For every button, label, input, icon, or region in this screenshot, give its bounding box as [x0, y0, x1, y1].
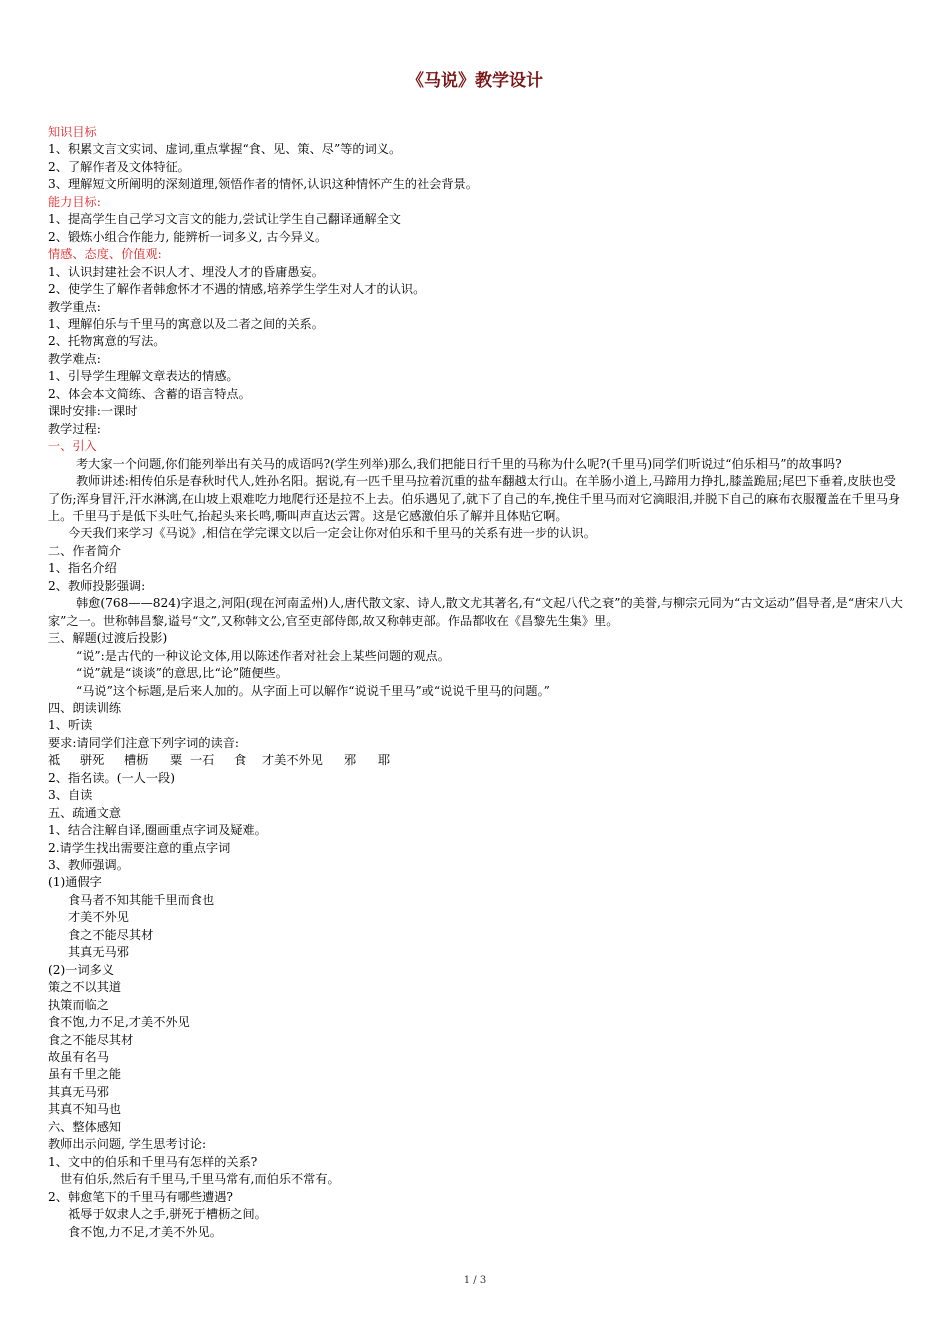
question-line: 1、文中的伯乐和千里马有怎样的关系? [48, 1154, 258, 1169]
list-item: 2、了解作者及文体特征。 [48, 159, 190, 174]
section-heading-author: 二、作者简介 [48, 543, 122, 558]
list-item: “马说”这个标题,是后来人加的。从字面上可以解作“说说千里马”或“说说千里马的问题。” [76, 683, 550, 698]
paragraph: 考大家一个问题,你们能列举出有关马的成语吗?(学生列举)那么,我们把能日行千里的马称为什么呢?(千里马)同学们听说过“伯乐相马”的故事吗? [76, 456, 842, 471]
list-item: 1、引导学生理解文章表达的情感。 [48, 369, 239, 384]
list-item: 2、托物寓意的写法。 [48, 334, 166, 349]
example-line: 虽有千里之能 [48, 1067, 122, 1082]
example-line: 其真无马邪 [48, 1084, 109, 1099]
list-item: 2、体会本文简练、含蓄的语言特点。 [48, 386, 251, 401]
pronunciation-words [48, 752, 904, 769]
section-heading-reading: 四、朗读训练 [48, 700, 122, 715]
example-line: 其真无马邪 [68, 945, 129, 960]
section-heading-ability: 能力目标: [48, 194, 101, 209]
section-heading-key-points: 教学重点: [48, 299, 101, 314]
list-item: 3、教师强调。 [48, 858, 129, 873]
list-item: 2、锻炼小组合作能力, 能辨析一词多义, 古今异义。 [48, 229, 328, 244]
section-heading-intro: 一、引入 [48, 439, 97, 454]
word: 邪 [344, 753, 357, 768]
page-number: 1 / 3 [463, 1275, 487, 1286]
answer-line: 祗辱于奴隶人之手,骈死于槽枥之间。 [68, 1207, 267, 1222]
list-item: 1、积累文言文实词、虚词,重点掌握“食、见、策、尽”等的词义。 [48, 142, 402, 157]
example-line: 食马者不知其能千里而食也 [68, 892, 215, 907]
list-item: 2、教师投影强调: [48, 578, 146, 593]
section-heading-process: 教学过程: [48, 421, 101, 436]
prompt-line: 教师出示问题, 学生思考讨论: [48, 1137, 207, 1152]
list-item: 1、认识封建社会不识人才、埋没人才的昏庸愚妄。 [48, 264, 324, 279]
list-item: 3、理解短文所阐明的深刻道理,领悟作者的情怀,认识这种情怀产生的社会背景。 [48, 177, 478, 192]
example-line: 故虽有名马 [48, 1050, 109, 1065]
section-heading-emotion: 情感、态度、价值观: [48, 247, 162, 262]
subheading-duoyi: (2)一词多义 [48, 962, 115, 977]
example-line: 才美不外见 [68, 910, 129, 925]
example-line: 食之不能尽其材 [48, 1032, 134, 1047]
example-line: 执策而临之 [48, 997, 109, 1012]
list-item: 1、指名介绍 [48, 561, 117, 576]
paragraph: 今天我们来学习《马说》,相信在学完课文以后一定会让你对伯乐和千里马的关系有进一步的认识。 [68, 526, 596, 541]
word: 才美不外见 [262, 753, 323, 768]
answer-line: 世有伯乐,然后有千里马,千里马常有,而伯乐不常有。 [60, 1172, 340, 1187]
section-heading-knowledge: 知识目标 [48, 125, 97, 139]
list-item: “说”就是“谈谈”的意思,比“论”随便些。 [76, 666, 288, 681]
example-line: 策之不以其道 [48, 980, 122, 995]
list-item: “说”:是古代的一种议论文体,用以陈述作者对社会上某些问题的观点。 [76, 648, 450, 663]
example-line: 其真不知马也 [48, 1102, 122, 1117]
section-heading-comprehension: 五、疏通文意 [48, 805, 122, 820]
list-item: 1、提高学生自己学习文言文的能力,尝试让学生自己翻译通解全文 [48, 212, 401, 227]
example-line: 食之不能尽其材 [68, 927, 154, 942]
section-heading-title-explain: 三、解题(过渡后投影) [48, 631, 168, 646]
list-item: 2.请学生找出需要注意的重点字词 [48, 840, 231, 855]
section-heading-difficulties: 教学难点: [48, 351, 101, 366]
word: 祗 [48, 753, 61, 768]
list-item: 1、结合注解自译,圈画重点字词及疑难。 [48, 823, 267, 838]
word: 食 [234, 753, 247, 768]
example-line: 食不饱,力不足,才美不外见 [48, 1015, 190, 1030]
paragraph: 教师讲述:相传伯乐是春秋时代人,姓孙名阳。据说,有一匹千里马拉着沉重的盐车翻越太行山。在羊肠小道上,马蹄用力挣扎,膝盖跪屈;尾巴下垂着,皮肤也受了伤;浑身冒汗,汗水淋漓,在山坡上艰难吃力地爬行还是拉不上去。伯乐遇见了,就下了自己的车,挽住千里马而对它滴眼泪,并脱下自己的麻布衣服覆盖在千里马身上。千里马于是低下头吐气,抬起头来长鸣,嘶叫声直达云霄。这是它感激伯乐了解并且体贴它啊。 [48, 474, 901, 523]
list-item: 1、听读 [48, 718, 93, 733]
paragraph: 韩愈(768——824)字退之,河阳(现在河南孟州)人,唐代散文家、诗人,散文尤其著名,有“文起八代之衰”的美誉,与柳宗元同为“古文运动”倡导者,是“唐宋八大家”之一。世称韩昌黎,谥号“文”,又称韩文公,官至吏部侍郎,故又称韩吏部。作品都收在《昌黎先生集》里。 [48, 596, 903, 628]
word: 一石 [190, 753, 215, 768]
question-line: 2、韩愈笔下的千里马有哪些遭遇? [48, 1189, 233, 1204]
page-title: 《马说》教学设计 [407, 71, 543, 91]
document-body [48, 124, 904, 1241]
schedule-line: 课时安排:一课时 [48, 404, 138, 419]
list-item: 1、理解伯乐与千里马的寓意以及二者之间的关系。 [48, 316, 324, 331]
word: 槽枥 [124, 753, 149, 768]
list-item: 2、指名读。(一人一段) [48, 770, 175, 785]
word: 耶 [378, 753, 391, 768]
answer-line: 食不饱,力不足,才美不外见。 [68, 1224, 222, 1239]
word: 粟 [170, 753, 183, 768]
subheading-tongjia: (1)通假字 [48, 875, 102, 890]
section-heading-overall: 六、整体感知 [48, 1119, 122, 1134]
requirement-line: 要求:请同学们注意下列字词的读音: [48, 735, 240, 750]
word: 骈死 [80, 753, 105, 768]
list-item: 3、自读 [48, 788, 93, 803]
list-item: 2、使学生了解作者韩愈怀才不遇的情感,培养学生学生对人才的认识。 [48, 282, 426, 297]
